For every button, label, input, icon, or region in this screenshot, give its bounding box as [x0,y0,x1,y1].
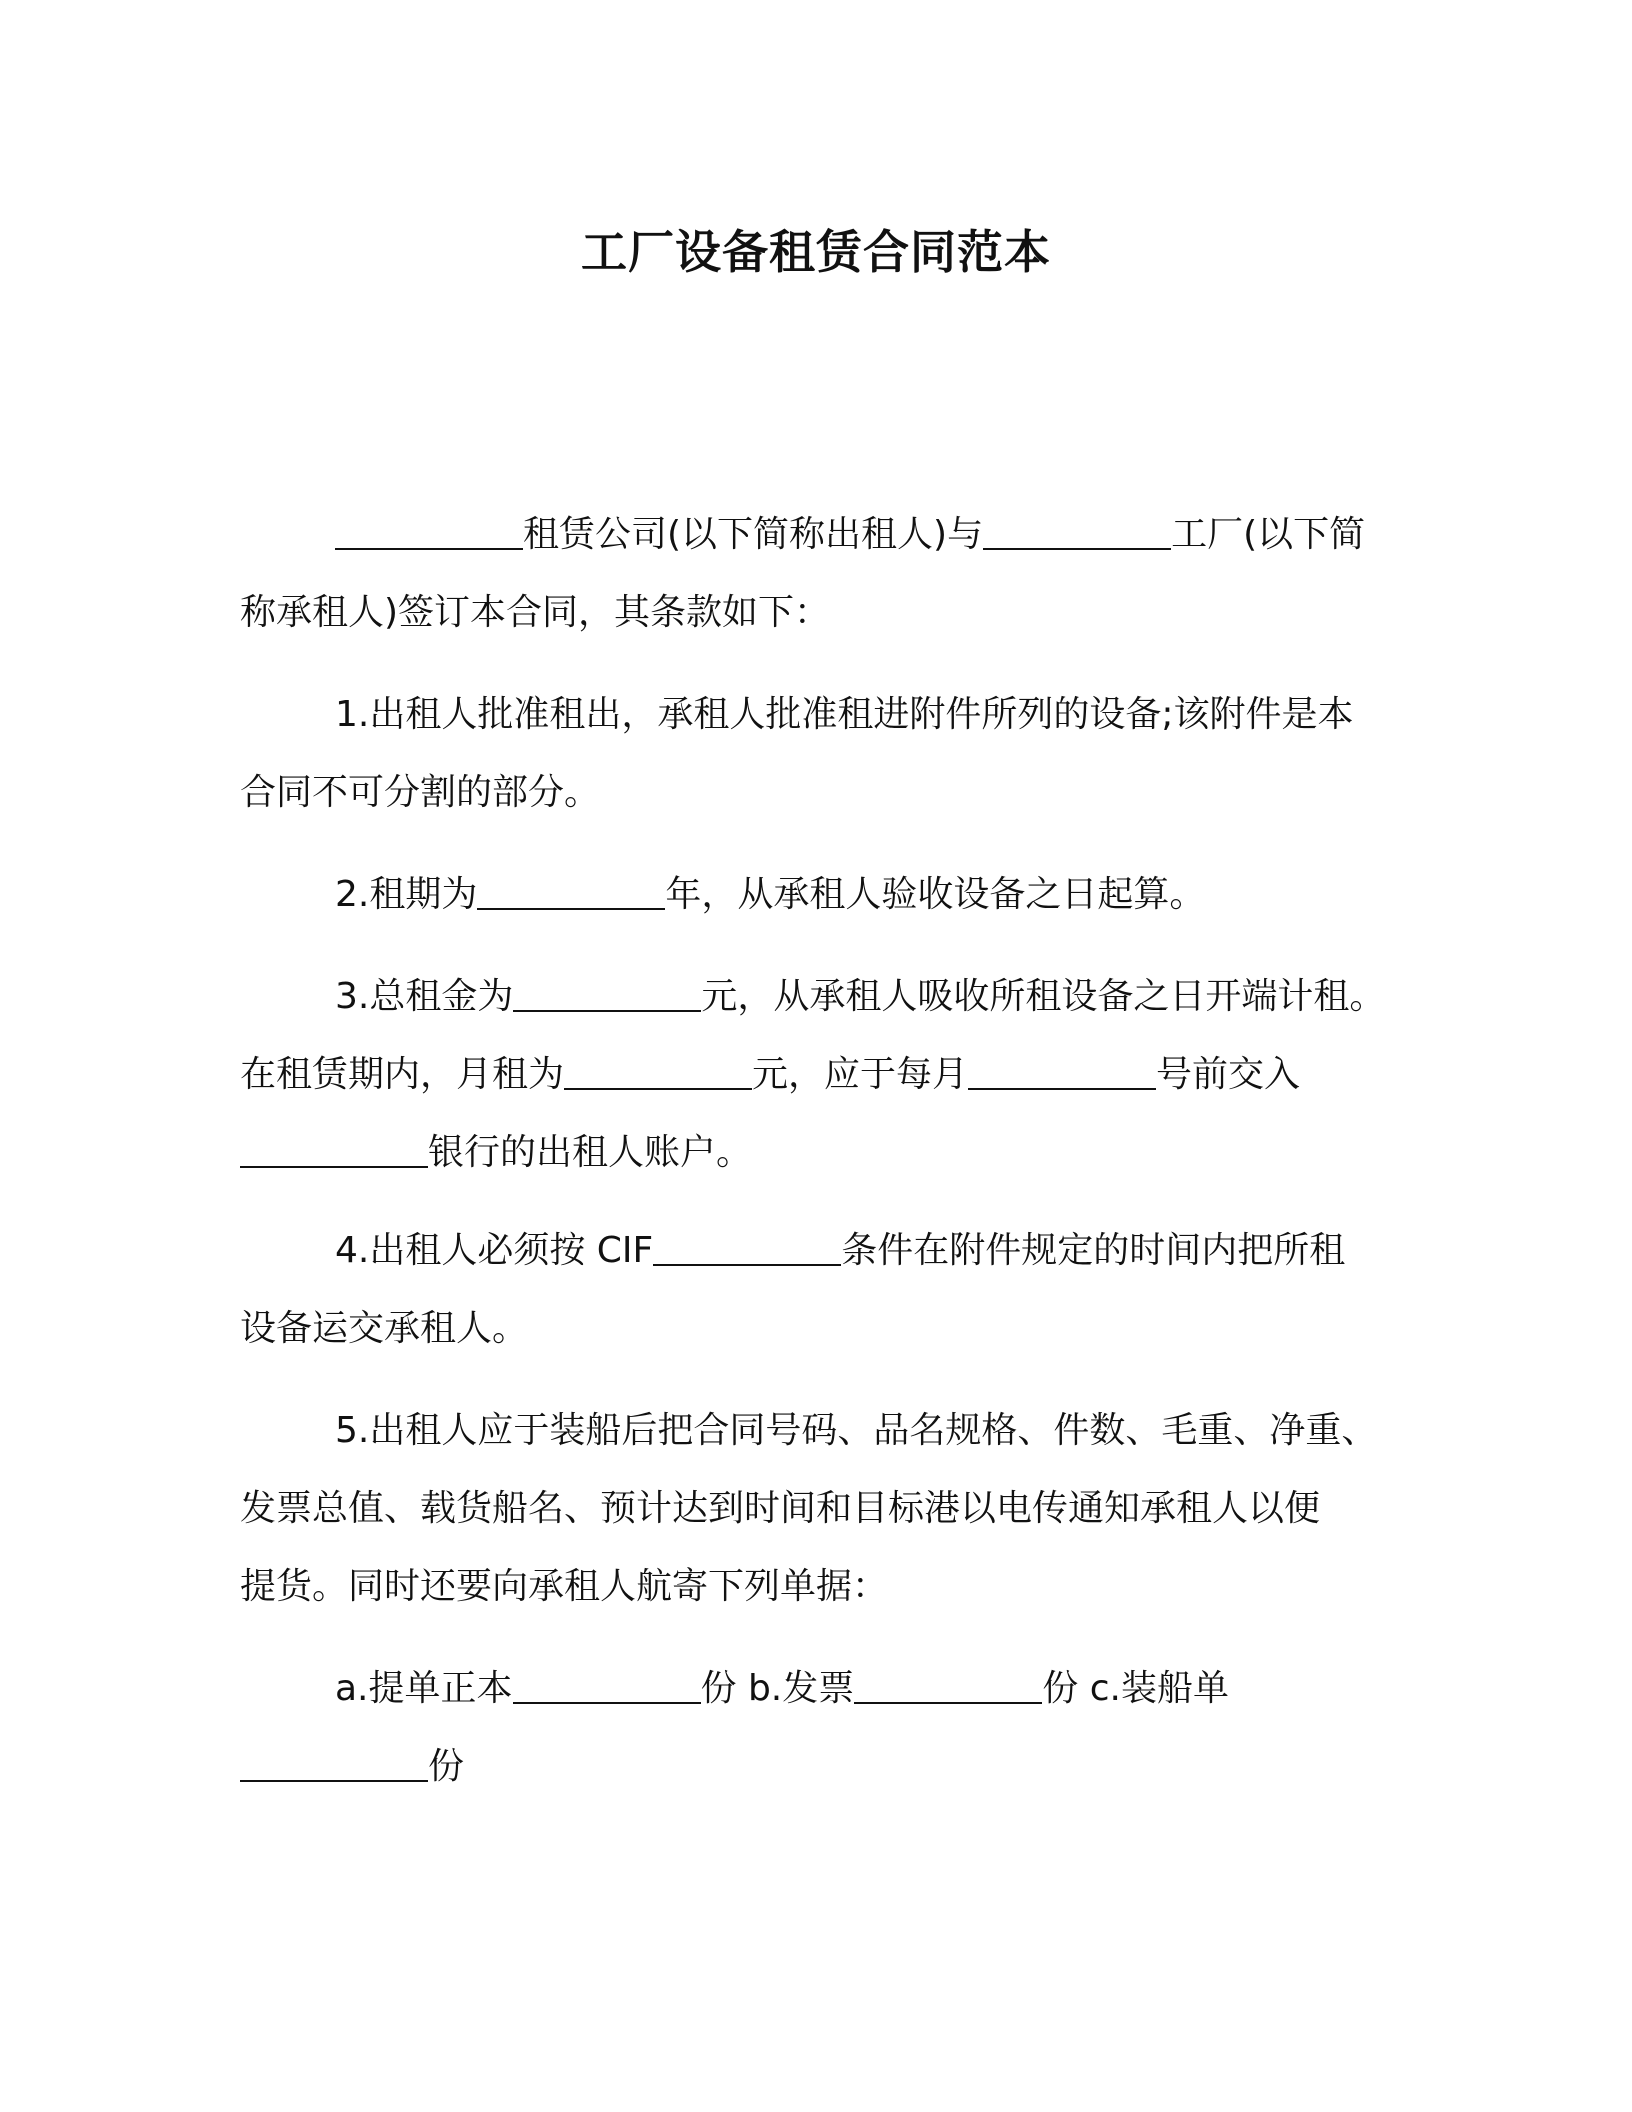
blank-lease-years [477,878,665,910]
clause-3-text-2: 元，从承租人吸收所租设备之日开端计租。 [701,976,1386,1017]
clause-2-text-2: 年，从承租人验收设备之日起算。 [665,874,1206,915]
clause-5 [240,1392,1390,1626]
clause-4 [240,1212,1390,1368]
documents-list [240,1650,1390,1806]
intro-text-1: 租赁公司(以下简称出租人)与 [523,514,984,555]
clause-4-text-1: 4.出租人必须按 CIF [335,1230,654,1271]
blank-invoice-copies [854,1672,1042,1704]
clause-3-text-3: 在租赁期内，月租为 [240,1054,565,1095]
doc-copies-suffix: 份 [428,1746,465,1787]
clause-3-text-5: 号前交入 [1156,1054,1301,1095]
doc-invoice-label: 份 b.发票 [700,1668,855,1709]
clause-4-text-2: 条件在附件规定的时间内把所租 [841,1230,1346,1271]
clause-5-line-1: 5.出租人应于装船后把合同号码、品名规格、件数、毛重、净重、 [335,1410,1378,1451]
clause-3-text-4: 元，应于每月 [752,1054,969,1095]
blank-bank-name [240,1136,428,1168]
blank-shipping-list-copies [240,1750,428,1782]
document-title: 工厂设备租赁合同范本 [581,225,1051,279]
doc-shipping-list-label: 份 c.装船单 [1042,1668,1229,1709]
blank-bill-of-lading-copies [513,1672,701,1704]
clause-3 [240,958,1390,1192]
clause-4-text-3: 设备运交承租人。 [240,1308,529,1349]
clause-5-line-3: 提货。同时还要向承租人航寄下列单据： [240,1566,889,1607]
blank-monthly-rent [564,1058,752,1090]
clause-2-text-1: 2.租期为 [335,874,478,915]
clause-3-text-1: 3.总租金为 [335,976,514,1017]
clause-2 [240,856,1390,934]
intro-text-2: 工厂(以下简 [1171,514,1366,555]
clause-1-line-1: 1.出租人批准租出，承租人批准租进附件所列的设备;该附件是本 [335,694,1354,735]
blank-lessor-name [335,518,523,550]
blank-cif-port [653,1234,841,1266]
doc-bill-of-lading-label: a.提单正本 [335,1668,513,1709]
blank-total-rent [513,980,701,1012]
clause-1-line-2: 合同不可分割的部分。 [240,772,601,813]
clause-3-text-6: 银行的出租人账户。 [428,1132,753,1173]
clause-5-line-2: 发票总值、载货船名、预计达到时间和目标港以电传通知承租人以便 [240,1488,1321,1529]
intro-paragraph [240,496,1390,652]
clause-1 [240,676,1390,832]
blank-payment-day [968,1058,1156,1090]
blank-factory-name [983,518,1171,550]
intro-text-3: 称承租人)签订本合同，其条款如下： [240,592,831,633]
